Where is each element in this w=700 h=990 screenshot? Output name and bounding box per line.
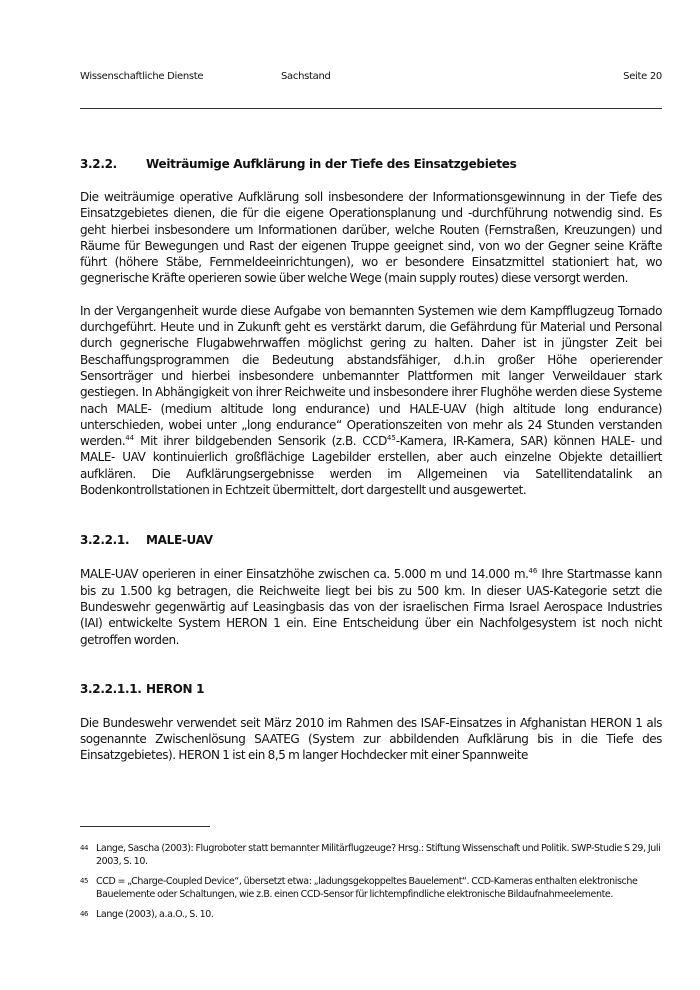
footnote-number: 45 bbox=[80, 877, 89, 885]
page-header bbox=[80, 71, 662, 85]
footnotes bbox=[80, 842, 662, 928]
section-heading-3-2-2-1 bbox=[80, 532, 662, 549]
header-page-number: Seite 20 bbox=[623, 71, 662, 82]
header-document-type: Sachstand bbox=[281, 71, 331, 82]
section-title: Weiträumige Aufklärung in der Tiefe des Einsatzgebietes bbox=[146, 157, 517, 171]
paragraph-male-uav bbox=[80, 566, 662, 647]
paragraph-text: Mit ihrer bildgebenden Sensorik (z.B. CCD bbox=[134, 434, 387, 449]
paragraph-text: -Kamera, IR-Kamera, SAR) können HALE- und MALE- UAV kontinuierlich großflächige Lagebilder erstellen, aber auch einzelne Objekte detailliert aufklären. Die Aufklärungsergebnisse werden im Allgemeinen via Satellitendatalink an Bodenkontrollstationen in Echtzeit übermittelt, dort dargestellt und ausgewertet. bbox=[80, 434, 662, 498]
footnote-ref-45[interactable]: 45 bbox=[386, 434, 396, 443]
paragraph-text: Ihre Startmasse kann bis zu 1.500 kg betragen, die Reichweite liegt bei bis zu 500 km. In dieser UAS-Kategorie setzt die Bundeswehr gegenwärtig auf Leasingbasis das von der israelischen Firma Israel Aerospace Industries (IAI) entwickelte System HERON 1 ein. Eine Entscheidung über ein Nachfolgesystem ist noch nicht getroffen worden. bbox=[80, 567, 662, 647]
paragraph-text: In der Vergangenheit wurde diese Aufgabe von bemannten Systemen wie dem Kampfflugzeug Tornado durchgeführt. Heute und in Zukunft geht es verstärkt darum, die Gefährdung für Material und Personal durch gegnerische Flugabwehrwaffen möglichst gering zu halten. Daher ist in jüngster Zeit bei Beschaffungsprogrammen die Bedeutung abstandsfähiger, d.h.in großer Höhe operierender Sensorträger und hierbei insbesondere unbemannter Plattformen mit langer Verweildauer stark gestiegen. In Abhängigkeit von ihrer Reichweite und insbesondere ihrer Flughöhe werden diese Systeme nach MALE- (medium altitude long endurance) und HALE-UAV (high altitude long endurance) unterschieden, wobei unter „long endurance“ Operationszeiten von mehr als 24 Stunden verstanden werden. bbox=[80, 303, 662, 449]
footnote-text: Lange, Sascha (2003): Flugroboter statt bemannter Militärflugzeuge? Hrsg.: Stiftung Wissenschaft und Politik. SWP-Studie S 29, Juli 2003, S. 10. bbox=[96, 843, 661, 867]
header-divider bbox=[80, 108, 662, 109]
footnote-number: 46 bbox=[80, 910, 89, 918]
header-department: Wissenschaftliche Dienste bbox=[80, 71, 204, 82]
section-heading-3-2-2-1-1 bbox=[80, 681, 662, 698]
footnote-text: Lange (2003), a.a.O., S. 10. bbox=[96, 909, 214, 920]
paragraph-vergangenheit bbox=[80, 303, 662, 499]
paragraph-text: MALE-UAV operieren in einer Einsatzhöhe zwischen ca. 5.000 m und 14.000 m. bbox=[80, 567, 529, 582]
main-content bbox=[80, 156, 662, 764]
footnote-ref-46[interactable]: 46 bbox=[528, 567, 538, 576]
footnote-44 bbox=[80, 842, 662, 868]
footnote-text: CCD = „Charge-Coupled Device“, übersetzt etwa: „ladungsgekoppeltes Bauelement“. CCD-Kameras enthalten elektronische Bauelemente oder Schaltungen, wie z.B. einen CCD-Sensor für lichtempfindliche elektronische Bildaufnahmeelemente. bbox=[96, 876, 638, 900]
footnote-number: 44 bbox=[80, 844, 89, 852]
section-heading-3-2-2 bbox=[80, 156, 662, 173]
section-title: HERON 1 bbox=[146, 681, 205, 696]
footnote-46 bbox=[80, 908, 662, 921]
paragraph-operative-aufklaerung: Die weiträumige operative Aufklärung soll insbesondere der Informationsgewinnung in der Tiefe des Einsatzgebietes dienen, die für die eigene Operationsplanung und -durchführung notwendig sind. Es geht hierbei insbesondere um Informationen darüber, welche Routen (Fernstraßen, Kreuzungen) und Räume für Bewegungen und Rast der eigenen Truppe geeignet sind, von wo der Gegner seine Kräfte führt (höhere Stäbe, Fernmeldeeinrichtungen), wo er besondere Einsatzmittel stationiert hat, wo gegnerische Kräfte operieren sowie über welche Wege (main supply routes) diese versorgt werden. bbox=[80, 190, 662, 286]
footnote-divider bbox=[80, 826, 210, 827]
footnote-45 bbox=[80, 875, 662, 901]
section-number: 3.2.2.1. bbox=[80, 533, 130, 548]
section-title: MALE-UAV bbox=[146, 533, 213, 548]
paragraph-heron-1: Die Bundeswehr verwendet seit März 2010 im Rahmen des ISAF-Einsatzes in Afghanistan HERON 1 als sogenannte Zwischenlösung SAATEG (System zur abbildenden Aufklärung bis in die Tiefe des Einsatzgebietes). HERON 1 ist ein 8,5 m langer Hochdecker mit einer Spannweite bbox=[80, 715, 662, 763]
section-number: 3.2.2. bbox=[80, 157, 117, 171]
footnote-ref-44[interactable]: 44 bbox=[125, 434, 135, 443]
section-number: 3.2.2.1.1. bbox=[80, 681, 142, 696]
